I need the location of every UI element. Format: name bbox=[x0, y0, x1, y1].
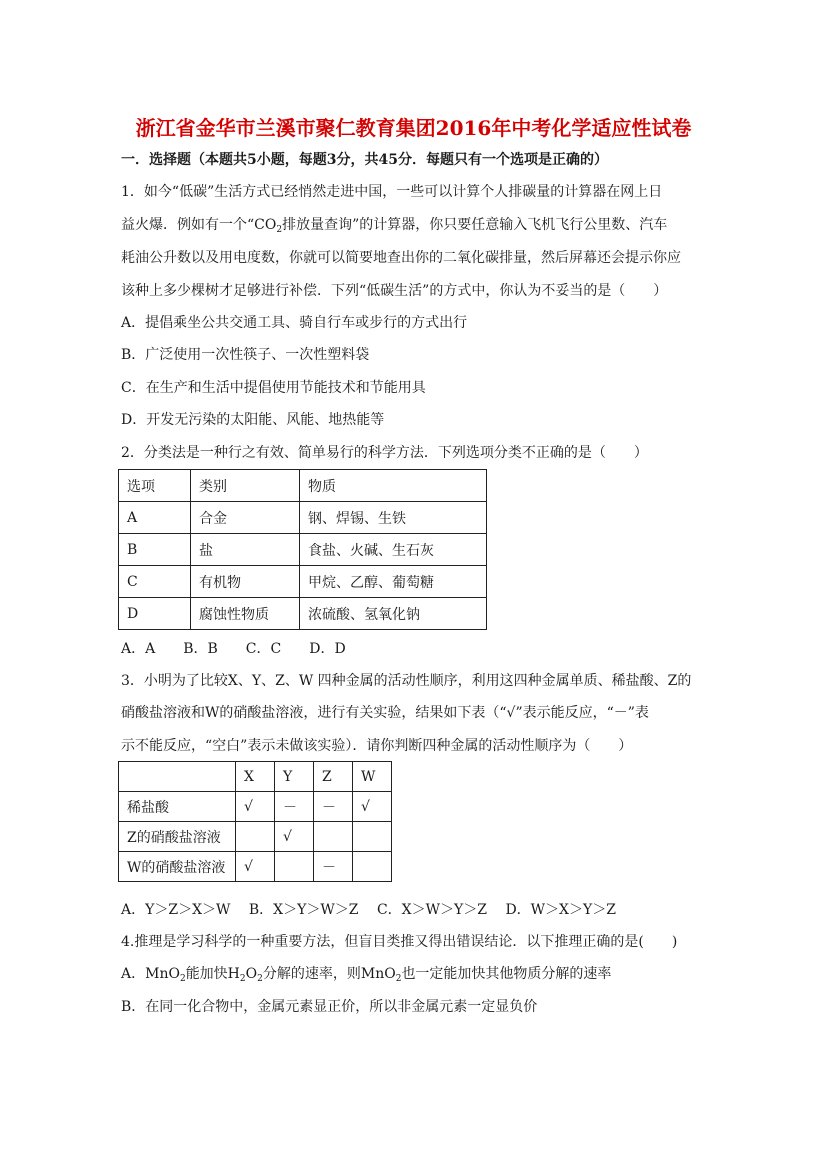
table-cell bbox=[275, 852, 314, 882]
q1-line-2: 益火爆．例如有一个“$CO_2$排放量查询”的计算器，你只要任意输入飞机飞行公里数、汽车 bbox=[121, 217, 668, 235]
table-cell: B bbox=[119, 534, 191, 566]
table-cell: √ bbox=[275, 822, 314, 852]
table-cell: 腐蚀性物质 bbox=[191, 598, 300, 630]
table-cell: － bbox=[275, 792, 314, 822]
q1-option-b: B．广泛使用一次性筷子、一次性塑料袋 bbox=[121, 347, 370, 363]
table-cell: 类别 bbox=[191, 470, 300, 502]
q1-line-4: 该种上多少棵树才足够进行补偿．下列“低碳生活”的方式中，你认为不妥当的是（ ） bbox=[121, 283, 668, 299]
q4-option-b: B．在同一化合物中，金属元素显正价，所以非金属元素一定显负价 bbox=[121, 999, 538, 1015]
table-cell: 有机物 bbox=[191, 566, 300, 598]
table-cell: W的硝酸盐溶液 bbox=[119, 852, 236, 882]
table-row bbox=[119, 470, 487, 502]
q1-option-a: A．提倡乘坐公共交通工具、骑自行车或步行的方式出行 bbox=[121, 315, 468, 331]
table-cell: 甲烷、乙醇、葡萄糖 bbox=[300, 566, 487, 598]
table-cell: A bbox=[119, 502, 191, 534]
table-cell bbox=[353, 852, 392, 882]
table-cell: Z的硝酸盐溶液 bbox=[119, 822, 236, 852]
table-cell bbox=[236, 822, 275, 852]
table-cell bbox=[119, 762, 236, 792]
table-row bbox=[119, 502, 487, 534]
table-cell: 选项 bbox=[119, 470, 191, 502]
table-cell: C bbox=[119, 566, 191, 598]
q2-answers: A．A B．B C．C D．D bbox=[121, 641, 346, 657]
q3-line-3: 示不能反应，“空白”表示未做该实验）．请你判断四种金属的活动性顺序为（ ） bbox=[121, 738, 633, 754]
q1-line-3: 耗油公升数以及用电度数，你就可以简要地查出你的二氧化碳排量，然后屏幕还会提示你应 bbox=[121, 250, 681, 266]
q3-table bbox=[118, 761, 392, 882]
table-cell: W bbox=[353, 762, 392, 792]
q1-option-c: C．在生产和生活中提倡使用节能技术和节能用具 bbox=[121, 380, 426, 396]
table-row bbox=[119, 534, 487, 566]
table-cell: X bbox=[236, 762, 275, 792]
page-title: 浙江省金华市兰溪市聚仁教育集团2016年中考化学适应性试卷 bbox=[135, 116, 692, 140]
table-cell: √ bbox=[353, 792, 392, 822]
table-cell: √ bbox=[236, 792, 275, 822]
table-row bbox=[119, 598, 487, 630]
table-cell: Z bbox=[314, 762, 353, 792]
q4-stem: 4.推理是学习科学的一种重要方法，但盲目类推又得出错误结论．以下推理正确的是( ) bbox=[121, 934, 678, 950]
table-cell: 物质 bbox=[300, 470, 487, 502]
q4-option-a: A．MnO$_2$能加快$H_2O_2$分解的速率，则MnO$_2$也一定能加快其他物质分解的速率 bbox=[121, 966, 612, 984]
table-cell: 盐 bbox=[191, 534, 300, 566]
q3-line-1: 3．小明为了比较X、Y、Z、W 四种金属的活动性顺序，利用这四种金属单质、稀盐酸、Z的 bbox=[121, 673, 692, 689]
q2-table bbox=[118, 469, 487, 630]
q2-stem: 2．分类法是一种行之有效、简单易行的科学方法．下列选项分类不正确的是（ ） bbox=[121, 445, 648, 461]
q1-line-1: 1．如今“低碳”生活方式已经悄然走进中国，一些可以计算个人排碳量的计算器在网上日 bbox=[121, 184, 663, 200]
table-cell: 钢、焊锡、生铁 bbox=[300, 502, 487, 534]
table-cell: － bbox=[314, 852, 353, 882]
q1-option-d: D．开发无污染的太阳能、风能、地热能等 bbox=[121, 412, 385, 428]
table-row bbox=[119, 822, 392, 852]
table-cell bbox=[353, 822, 392, 852]
table-cell: 浓硫酸、氢氧化钠 bbox=[300, 598, 487, 630]
table-cell: 食盐、火碱、生石灰 bbox=[300, 534, 487, 566]
table-cell: D bbox=[119, 598, 191, 630]
q3-line-2: 硝酸盐溶液和W的硝酸盐溶液，进行有关实验，结果如下表（“√”表示能反应，“－”表 bbox=[121, 705, 649, 721]
table-cell: － bbox=[314, 792, 353, 822]
section-heading: 一．选择题（本题共5小题，每题3分，共45分．每题只有一个选项是正确的） bbox=[121, 152, 608, 168]
q3-answers: A．Y＞Z＞X＞W B．X＞Y＞W＞Z C．X＞W＞Y＞Z D．W＞X＞Y＞Z bbox=[121, 902, 616, 918]
table-row bbox=[119, 792, 392, 822]
table-cell bbox=[314, 822, 353, 852]
table-row bbox=[119, 762, 392, 792]
table-cell: Y bbox=[275, 762, 314, 792]
table-cell: 合金 bbox=[191, 502, 300, 534]
table-row bbox=[119, 566, 487, 598]
table-cell: 稀盐酸 bbox=[119, 792, 236, 822]
table-row bbox=[119, 852, 392, 882]
table-cell: √ bbox=[236, 852, 275, 882]
